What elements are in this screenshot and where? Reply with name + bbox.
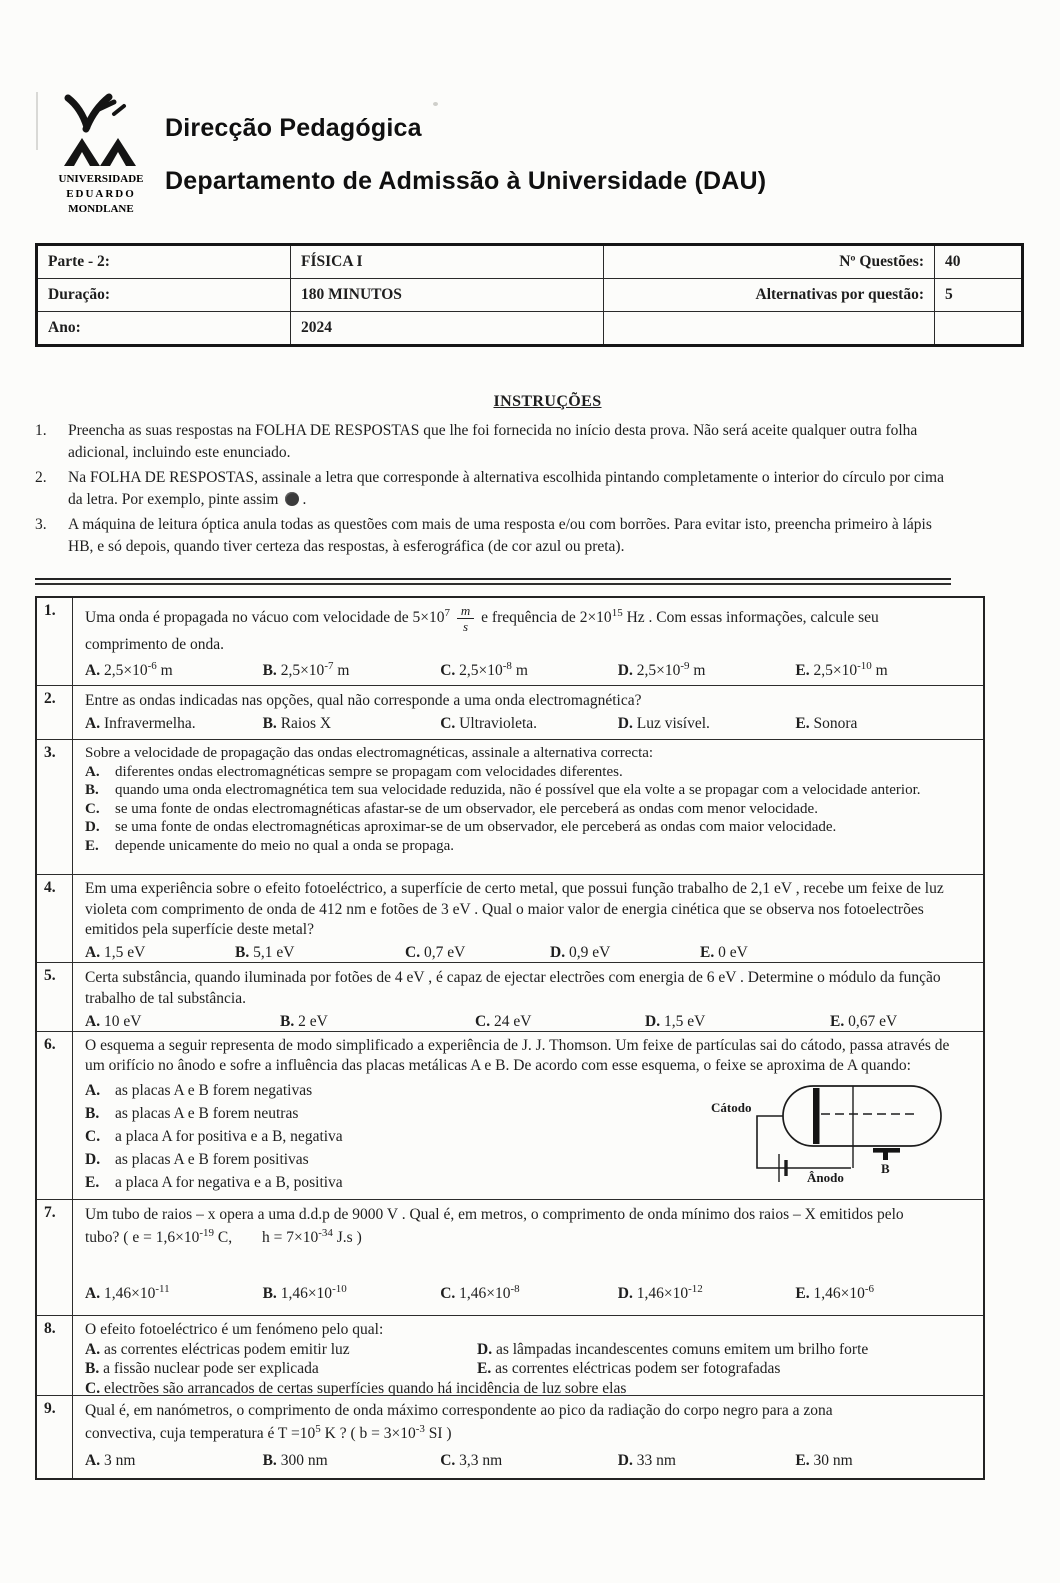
option-text: as placas A e B forem positivas xyxy=(115,1151,309,1168)
section-divider xyxy=(35,578,951,585)
option-text: 2 eV xyxy=(298,1013,328,1030)
option-label: B. xyxy=(85,1105,100,1122)
option-b xyxy=(263,660,441,681)
options-row xyxy=(85,713,973,734)
option-text: 24 eV xyxy=(493,1013,532,1030)
question-body xyxy=(73,740,983,874)
option-a xyxy=(85,1283,263,1304)
option-label: B. xyxy=(262,715,277,732)
question-text: Entre as ondas indicadas nas opções, qual não corresponde a uma onda electromagnética? xyxy=(85,692,642,709)
exam-info-table xyxy=(35,243,1024,347)
option-label: C. xyxy=(85,1128,101,1145)
option-d xyxy=(85,1150,695,1170)
option-c xyxy=(475,1011,645,1031)
option-a xyxy=(85,713,263,734)
option-text: 0,7 eV xyxy=(423,943,466,961)
option-label: E. xyxy=(795,1285,810,1302)
question-number: 5. xyxy=(37,963,73,1031)
option-c xyxy=(440,713,618,734)
option-text: $2,5\times 10^{-9}$ m xyxy=(636,660,706,679)
option-e xyxy=(85,1173,695,1193)
option-label: A. xyxy=(85,1013,101,1030)
question-row-2 xyxy=(37,686,983,740)
question-number: 3. xyxy=(37,740,73,874)
plate-b-label: B xyxy=(881,1161,890,1176)
option-text: se uma fonte de ondas electromagnéticas afastar-se de um observador, ele perceberá as ondas com menor velocidade. xyxy=(115,800,818,817)
option-label: B. xyxy=(280,1013,295,1030)
filled-circle-example-icon xyxy=(285,492,299,506)
option-a xyxy=(85,660,263,681)
question-text: Sobre a velocidade de propagação das ondas electromagnéticas, assinale a alternativa correcta: xyxy=(85,745,654,761)
option-label: D. xyxy=(617,1285,633,1302)
instructions-title: INSTRUÇÕES xyxy=(493,393,602,410)
option-a xyxy=(85,763,973,782)
option-c xyxy=(440,1283,618,1304)
options-grid xyxy=(85,1340,973,1396)
option-text: 300 nm xyxy=(280,1452,328,1469)
option-label: C. xyxy=(440,662,456,679)
question-number: 6. xyxy=(37,1032,73,1199)
option-label: E. xyxy=(477,1360,492,1377)
question-text xyxy=(85,602,973,634)
option-a xyxy=(85,1081,695,1101)
options-row xyxy=(85,943,973,963)
option-a xyxy=(85,1450,263,1471)
question-row-7 xyxy=(37,1200,983,1316)
fraction-m-over-s xyxy=(457,604,474,633)
university-logo xyxy=(53,92,155,229)
question-row-3 xyxy=(37,740,983,875)
option-label: E. xyxy=(830,1013,845,1030)
instruction-text: Preencha as suas respostas na FOLHA DE RESPOSTAS que lhe foi fornecida no início desta prova. Não será aceite qualquer outra folha adicional, incluindo este enunciado. xyxy=(68,422,918,461)
option-text: 33 nm xyxy=(636,1452,676,1469)
question-row-6 xyxy=(37,1032,983,1200)
option-label: E. xyxy=(85,837,99,854)
option-label: A. xyxy=(85,1285,101,1302)
question-number: 8. xyxy=(37,1316,73,1395)
option-label: B. xyxy=(85,782,99,799)
question-text: convectiva, cuja temperatura é $T =10^5$ K ? ( $b = 3\times 10^{-3}$ SI ) xyxy=(85,1423,452,1442)
option-e xyxy=(795,1450,973,1471)
question-row-4 xyxy=(37,875,983,963)
option-text: Infravermelha. xyxy=(103,715,196,732)
option-b xyxy=(263,1283,441,1304)
question-row-9 xyxy=(37,1396,983,1478)
header-titles xyxy=(165,92,766,196)
instructions-list xyxy=(35,420,1060,558)
option-text: quando uma onda electromagnética tem sua velocidade reduzida, não é possível que ela volte a se propagar com a velocidade anterior. xyxy=(115,782,921,799)
exam-page xyxy=(0,92,1060,1480)
option-d xyxy=(618,660,796,681)
question-constants xyxy=(85,1225,973,1251)
option-text: 3,3 nm xyxy=(459,1452,503,1469)
ano-label: Ano: xyxy=(37,312,291,346)
option-text: depende unicamente do meio no qual a onda se propaga. xyxy=(115,837,455,854)
option-text: diferentes ondas electromagnéticas sempre se propagam com velocidades diferentes. xyxy=(115,763,623,780)
instructions-section xyxy=(35,393,1060,558)
question-text: O esquema a seguir representa de modo simplificado a experiência de J. J. Thomson. Um feixe de partículas sai do cátodo, passa através de um orifício no ânodo e sofre a influência das placas metálicas A e B. De acordo com esse esquema, o feixe se aproxima de A quando: xyxy=(85,1037,950,1074)
option-label: A. xyxy=(85,1452,101,1469)
question-number: 4. xyxy=(37,875,73,962)
instruction-item xyxy=(35,420,1060,464)
question-body xyxy=(73,1200,983,1315)
anodo-label: Ânodo xyxy=(807,1170,844,1185)
question-text: Certa substância, quando iluminada por fotões de 4 eV , é capaz de ejectar electrões com energia de 6 eV . Determine o módulo da função trabalho de tal substância. xyxy=(85,969,941,1007)
option-text: 30 nm xyxy=(813,1452,853,1469)
options-row xyxy=(85,1011,973,1031)
question-text: O efeito fotoeléctrico é um fenómeno pelo qual: xyxy=(85,1321,384,1338)
option-label: B. xyxy=(85,1360,100,1377)
option-d xyxy=(85,818,973,837)
department-title: Departamento de Admissão à Universidade (DAU) xyxy=(165,167,767,195)
option-text: as placas A e B forem neutras xyxy=(115,1105,299,1122)
option-label: A. xyxy=(85,662,101,679)
question-body xyxy=(73,875,983,962)
option-label: D. xyxy=(477,1340,493,1358)
question-6-content xyxy=(85,1078,973,1198)
option-label: A. xyxy=(85,1340,101,1358)
option-text: a placa A for negativa e a B, positiva xyxy=(115,1174,343,1191)
option-e xyxy=(477,1359,973,1379)
option-label: B. xyxy=(262,1285,277,1302)
instruction-item xyxy=(35,467,1060,511)
parte-label: Parte - 2: xyxy=(37,245,291,279)
instruction-item xyxy=(35,514,1060,558)
option-e xyxy=(795,660,973,681)
option-text: $1,46\times 10^{-12}$ xyxy=(636,1283,703,1302)
option-text: as correntes eléctricas podem ser fotografadas xyxy=(495,1360,781,1377)
question-body xyxy=(73,963,983,1031)
option-label: D. xyxy=(550,943,566,961)
fraction-denominator: s xyxy=(463,618,469,634)
uem-logo-icon xyxy=(53,92,155,224)
option-text: Luz visível. xyxy=(636,715,710,732)
question-body xyxy=(73,1032,983,1199)
question-number: 2. xyxy=(37,686,73,739)
option-d xyxy=(550,943,700,963)
option-e xyxy=(830,1011,973,1031)
option-text: as correntes eléctricas podem emitir luz xyxy=(103,1340,350,1358)
info-row-duracao xyxy=(37,279,1023,312)
option-d xyxy=(645,1011,830,1031)
option-b xyxy=(85,1104,695,1124)
option-d xyxy=(477,1340,973,1360)
option-label: A. xyxy=(85,1082,101,1099)
option-d xyxy=(618,1283,796,1304)
question-text-part: e frequência de $2\times 10^{15}$ Hz . Com essas informações, calcule seu xyxy=(481,607,879,626)
option-e xyxy=(700,943,973,963)
option-text: 5,1 eV xyxy=(253,943,295,961)
question-text: Qual é, em nanómetros, o comprimento de onda máximo correspondente ao pico da radiação do corpo negro para a zona xyxy=(85,1402,833,1419)
scan-artifact-line xyxy=(36,92,38,150)
option-c xyxy=(440,660,618,681)
option-label: A. xyxy=(85,943,101,961)
constant-h: $h = 7\times 10^{-34}$ J.s ) xyxy=(261,1227,362,1246)
option-text: $1,46\times 10^{-6}$ xyxy=(813,1283,875,1302)
option-b xyxy=(235,943,405,963)
option-e xyxy=(85,837,973,856)
option-e xyxy=(795,713,973,734)
option-b xyxy=(85,1359,477,1379)
option-text: $2,5\times 10^{-7}$ m xyxy=(280,660,350,679)
question-body xyxy=(73,598,983,685)
question-body xyxy=(73,686,983,739)
option-text: a placa A for positiva e a B, negativa xyxy=(115,1128,343,1145)
option-text: 3 nm xyxy=(103,1452,136,1469)
option-label: D. xyxy=(617,1452,633,1469)
info-row-ano xyxy=(37,312,1023,346)
option-label: E. xyxy=(85,1174,100,1191)
question-row-5 xyxy=(37,963,983,1032)
option-text: se uma fonte de ondas electromagnéticas aproximar-se de um observador, ele perceberá as ondas com maior velocidade. xyxy=(115,819,837,836)
option-c xyxy=(440,1450,618,1471)
option-label: C. xyxy=(85,800,100,817)
option-b xyxy=(263,1450,441,1471)
option-d xyxy=(618,1450,796,1471)
logo-text-3: MONDLANE xyxy=(68,203,134,215)
option-text: 0,9 eV xyxy=(568,943,611,961)
option-label: C. xyxy=(405,943,421,961)
alternativas-label: Alternativas por questão: xyxy=(604,279,935,312)
question-body xyxy=(73,1316,983,1395)
subject-value: FÍSICA I xyxy=(291,245,604,279)
option-text: 0 eV xyxy=(718,943,748,961)
option-label: D. xyxy=(85,819,100,836)
instruction-number: 1. xyxy=(35,422,47,439)
option-text: Raios X xyxy=(280,715,332,732)
empty-cell xyxy=(604,312,935,346)
option-text: $1,46\times 10^{-10}$ xyxy=(280,1283,347,1302)
question-row-8 xyxy=(37,1316,983,1396)
options-row xyxy=(85,1450,973,1471)
option-c xyxy=(85,800,973,819)
logo-text-1: UNIVERSIDADE xyxy=(58,173,144,185)
option-a xyxy=(85,1011,280,1031)
option-label: D. xyxy=(645,1013,661,1030)
options-row xyxy=(85,660,973,681)
option-b xyxy=(263,713,441,734)
question-row-1 xyxy=(37,598,983,686)
option-label: A. xyxy=(85,763,100,780)
option-label: C. xyxy=(440,715,456,732)
option-d xyxy=(618,713,796,734)
option-text: $2,5\times 10^{-10}$ m xyxy=(813,660,888,679)
option-e xyxy=(795,1283,973,1304)
option-c xyxy=(85,1379,973,1396)
question-number: 9. xyxy=(37,1396,73,1478)
document-header xyxy=(35,92,1060,229)
option-label: D. xyxy=(617,715,633,732)
questions-table xyxy=(35,596,985,1480)
option-text: 1,5 eV xyxy=(103,943,146,961)
option-label: E. xyxy=(795,715,810,732)
option-label: C. xyxy=(475,1013,491,1030)
question-text-part: Uma onda é propagada no vácuo com velocidade de $5\times 10^7$ xyxy=(85,607,451,626)
option-c xyxy=(405,943,550,963)
option-label: C. xyxy=(440,1285,456,1302)
logo-text-2: EDUARDO xyxy=(66,188,136,200)
option-text: 1,5 eV xyxy=(663,1013,706,1030)
option-b xyxy=(280,1011,475,1031)
duracao-label: Duração: xyxy=(37,279,291,312)
options-list xyxy=(85,1078,695,1198)
thomson-tube-icon xyxy=(695,1080,965,1192)
option-text: as lâmpadas incandescentes comuns emitem um brilho forte xyxy=(495,1340,869,1358)
fraction-numerator: m xyxy=(457,604,474,619)
duracao-value: 180 MINUTOS xyxy=(291,279,604,312)
option-text: $2,5\times 10^{-6}$ m xyxy=(103,660,173,679)
option-text: $1,46\times 10^{-11}$ xyxy=(103,1283,170,1302)
info-row-parte xyxy=(37,245,1023,279)
scan-artifact-dot xyxy=(433,102,438,106)
constant-e: tubo? ( $e = 1,6\times 10^{-19}$ C, xyxy=(85,1227,233,1246)
alternativas-value: 5 xyxy=(935,279,1023,312)
question-number: 7. xyxy=(37,1200,73,1315)
option-c xyxy=(85,1127,695,1147)
empty-cell xyxy=(935,312,1023,346)
question-body xyxy=(73,1396,983,1478)
instruction-number: 2. xyxy=(35,469,47,486)
question-text: comprimento de onda. xyxy=(85,636,225,653)
option-label: D. xyxy=(85,1151,101,1168)
direction-title: Direcção Pedagógica xyxy=(165,114,422,142)
question-number: 1. xyxy=(37,598,73,685)
option-label: E. xyxy=(795,662,810,679)
num-questoes-value: 40 xyxy=(935,245,1023,279)
option-label: E. xyxy=(700,943,715,961)
option-text: $2,5\times 10^{-8}$ m xyxy=(459,660,528,679)
instruction-text-body: Na FOLHA DE RESPOSTAS, assinale a letra que corresponde à alternativa escolhida pintando completamente o interior do círculo por cima da letra. Por exemplo, pinte assim xyxy=(68,469,944,508)
option-label: D. xyxy=(617,662,633,679)
instruction-text: A máquina de leitura óptica anula todas as questões com mais de uma resposta e/ou com borrões. Para evitar isto, preencha primeiro à lápis HB, e só depois, quando tiver certeza das respostas, à esferográfica (de cor azul ou preta). xyxy=(68,516,932,555)
instruction-text xyxy=(68,467,950,511)
option-text: $1,46\times 10^{-8}$ xyxy=(459,1283,520,1302)
option-label: B. xyxy=(262,1452,277,1469)
num-questoes-label: Nº Questões: xyxy=(604,245,935,279)
option-label: C. xyxy=(440,1452,456,1469)
question-text: Um tubo de raios – x opera a uma d.d.p de 9000 V . Qual é, em metros, o comprimento de onda mínimo dos raios – X emitidos pelo xyxy=(85,1206,904,1223)
option-text: 10 eV xyxy=(103,1013,142,1030)
instruction-number: 3. xyxy=(35,516,47,533)
thomson-experiment-diagram xyxy=(695,1078,973,1198)
option-text: electrões são arrancados de certas superfícies quando há incidência de luz sobre elas xyxy=(103,1379,627,1395)
option-b xyxy=(85,781,973,800)
instruction-text-suffix: . xyxy=(302,491,307,508)
option-a xyxy=(85,943,235,963)
options-row xyxy=(85,1283,973,1304)
question-text: Em uma experiência sobre o efeito fotoeléctrico, a superfície de certo metal, que possui função trabalho de 2,1 eV , recebe um feixe de luz violeta com comprimento de onda de 412 nm e fotões de 3 eV . Qual o maior valor de energia cinética que se observa nos fotoelectrões emitidos pela superfície deste metal? xyxy=(85,880,944,938)
option-a xyxy=(85,1340,477,1360)
catodo-label: Cátodo xyxy=(711,1100,752,1115)
option-text: Ultravioleta. xyxy=(459,715,538,732)
option-label: B. xyxy=(262,662,277,679)
ano-value: 2024 xyxy=(291,312,604,346)
option-label: C. xyxy=(85,1379,101,1395)
option-label: B. xyxy=(235,943,250,961)
option-text: a fissão nuclear pode ser explicada xyxy=(103,1360,319,1377)
option-text: 0,67 eV xyxy=(848,1013,898,1030)
option-label: A. xyxy=(85,715,101,732)
option-label: E. xyxy=(795,1452,810,1469)
option-text: as placas A e B forem negativas xyxy=(115,1082,313,1099)
option-text: Sonora xyxy=(813,715,858,732)
